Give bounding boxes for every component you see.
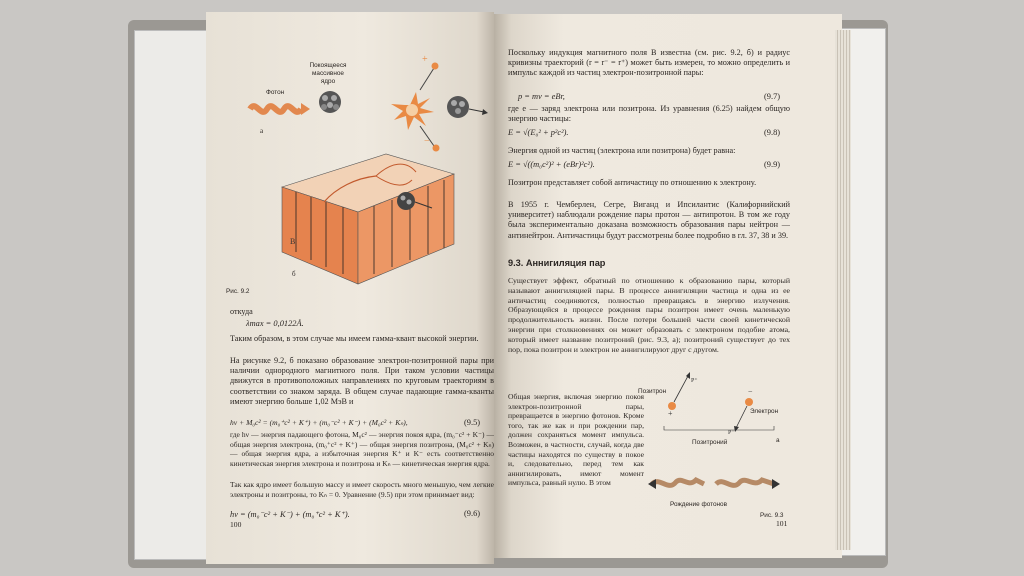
- paragraph-1: Таким образом, в этом случае мы имеем гамма-квант высокой энергии.: [230, 334, 479, 343]
- equation-9-7: p = mv = eBr,: [518, 92, 565, 101]
- photon-wave-right: [716, 480, 774, 485]
- figure-caption: Рис. 9.3: [760, 512, 784, 519]
- equation-9-8: E = √(E₀² + p²c²).: [508, 128, 569, 137]
- paragraph-7: Общая энергия, включая энергию покоя электрон-позитронной пары, превращается в энергию фотонов. Кроме того, так же как и при рождении пар, должен сохраняться момент импульса. Возможен, в частности, случай, когда две частицы находятся по существу в покое и, следовательно, перед тем как аннигилировать, имеют момент импульса, равный нулю. В этом: [508, 392, 644, 488]
- equation-9-7-number: (9.7): [764, 92, 781, 101]
- paragraph-1: Поскольку индукция магнитного поля B известна (см. рис. 9.2, б) и радиус кривизны траекторий (r = r⁻ = r⁺) может быть измерен, то можно определить и импульс каждой из частиц электрон-позитронной пары:: [508, 48, 790, 78]
- fig-sub-a: а: [260, 127, 264, 135]
- paragraph-3: Энергия одной из частиц (электрона или позитрона) будет равна:: [508, 146, 736, 155]
- page-number-left: 100: [230, 520, 242, 529]
- fig-sub-b: б: [292, 270, 296, 278]
- lambda-equation: λmax = 0,0122Å.: [246, 319, 304, 328]
- equation-9-9: E = √((m₀c²)² + (eBr)²c²).: [508, 160, 595, 169]
- svg-text:+: +: [422, 54, 428, 65]
- svg-text:−: −: [424, 136, 430, 147]
- equation-9-8-number: (9.8): [764, 128, 781, 137]
- paragraph-4: Позитрон представляет собой античастицу по отношению к электрону.: [508, 178, 757, 187]
- photon-label: Фотон: [266, 89, 285, 96]
- equation-9-5: hν + M₀c² = (m₀⁺c² + K⁺) + (m₀⁻c² + K⁻) + (M₀c² + Kₙ),: [230, 418, 408, 427]
- paragraph-6: Существует эффект, обратный по отношению к образованию пары, который называют аннигиляцией пары. В процессе аннигиляции частица и одна из ее античастиц соединяются, полностью превращаясь в энергию излучения. Образующейся в процессе рождения пары позитрон имеет очень маленькую продолжительность жизни. После потери большей части своей кинетической энергии при столкновениях он может образовать с электроном подобие атома, который имеет название позитроний (рис. 9.3, а); позитроний существует до тех пор, пока позитрон и электрон не аннигилируют друг с другом.: [508, 276, 790, 354]
- svg-text:+: +: [668, 409, 673, 418]
- b-vector-label: B: [290, 237, 296, 246]
- paragraph-2: На рисунке 9.2, б показано образование электрон-позитронной пары при наличии однородного магнитного поля. При таком условии частицы движутся в противоположных направлениях по круговым траекториям в соответствии со знаком заряда. В общем случае падающие гамма-кванты имеют энергию больше 1,02 МэВ и: [230, 356, 494, 406]
- svg-text:P⁻: P⁻: [728, 430, 735, 436]
- photon-wave: [250, 106, 301, 112]
- photon-birth-label: Рождение фотонов: [670, 501, 728, 508]
- positronium-label: Позитроний: [692, 439, 728, 446]
- right-page: [494, 14, 842, 558]
- svg-text:P⁺: P⁺: [691, 378, 698, 384]
- figure-caption: Рис. 9.2: [226, 288, 250, 295]
- electron-label: Электрон: [750, 408, 779, 415]
- figure-9-2: [206, 12, 494, 302]
- nucleus-b: [447, 96, 469, 118]
- equation-9-6: hν = (m₀⁻c² + K⁻) + (m₀⁺c² + K⁺).: [230, 510, 350, 519]
- paragraph-4: Так как ядро имеет большую массу и имеет скорость много меньшую, чем легкие электроны и позитроны, то Kₙ = 0. Уравнение (9.5) при этом принимает вид:: [230, 480, 494, 499]
- nucleus-label: Покоящееся массивное ядро: [309, 62, 347, 85]
- nucleus-c: [397, 192, 415, 210]
- electron-particle: [745, 398, 753, 406]
- positron-label: Позитрон: [638, 388, 667, 395]
- left-cover: [134, 30, 216, 560]
- svg-text:−: −: [748, 387, 753, 396]
- photon-wave-left: [652, 480, 704, 485]
- paragraph-3: где hν — энергия падающего фотона, M₀c² — энергия покоя ядра, (m₀⁻c² + K⁻) — общая энергия электрона, (m₀⁺c² + K⁺) — общая энергия позитрона, (M₀c² + Kₙ) — общая энергия ядра, а избыточная энергия K⁺ и K⁻ есть соответственно кинетическая энергия электрона и позитрона и Kₙ — кинетическая энергия ядра.: [230, 430, 494, 468]
- section-heading: 9.3. Аннигиляция пар: [508, 258, 606, 268]
- figure-sub-a: а: [776, 437, 780, 444]
- paragraph-2: где e — заряд электрона или позитрона. Из уравнения (6.25) найдем общую энергию частицы:: [508, 104, 790, 124]
- equation-9-6-number: (9.6): [464, 509, 481, 518]
- left-page: [206, 12, 494, 564]
- page-number-right: 101: [776, 519, 788, 528]
- equation-9-9-number: (9.9): [764, 160, 781, 169]
- paragraph-5: В 1955 г. Чемберлен, Сегре, Виганд и Ипсилантис (Калифорнийский университет) наблюдали рождение пары протон — антипротон. В том же году была экспериментально доказана возможность образования пары нейтрон — антинейтрон. Античастицы будут рассмотрены более подробно в гл. 37, 38 и 39.: [508, 200, 790, 240]
- otkuda-text: откуда: [230, 307, 253, 316]
- equation-9-5-number: (9.5): [464, 418, 481, 427]
- page-edges: [835, 30, 851, 550]
